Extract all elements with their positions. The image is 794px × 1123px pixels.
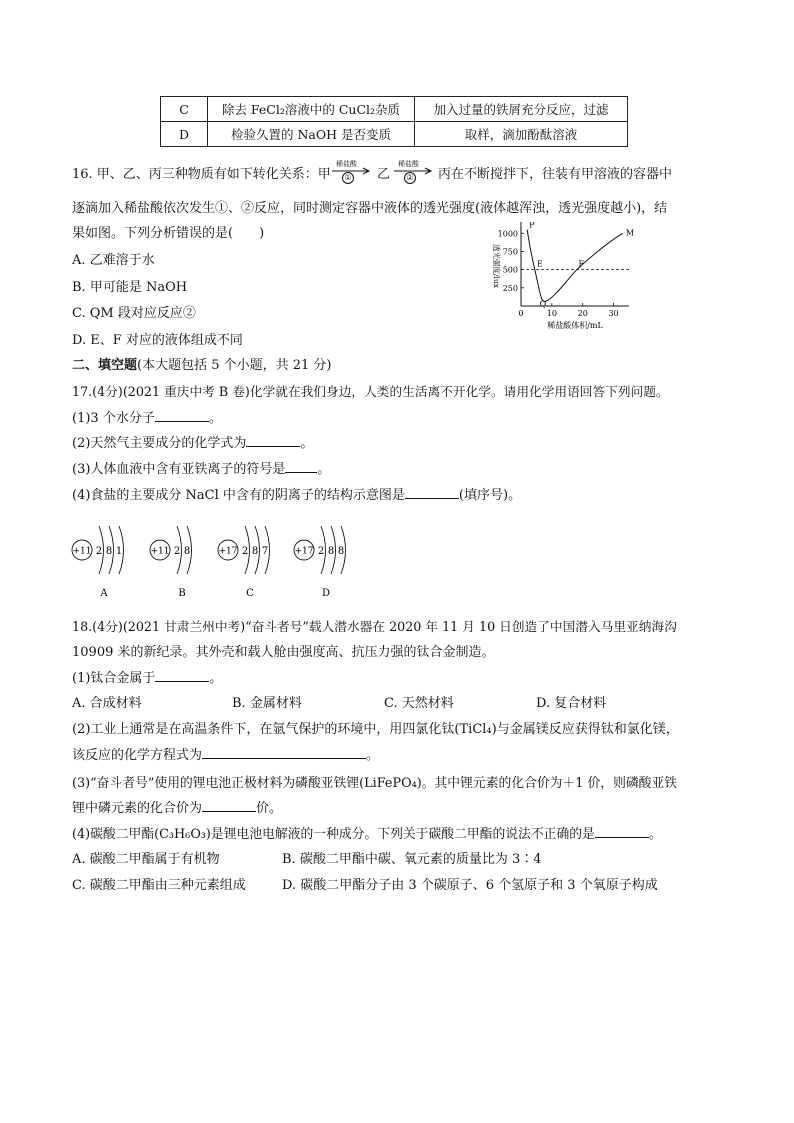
electron-count: 7: [261, 546, 269, 557]
q16-stem-a: 16. 甲、乙、丙三种物质有如下转化关系：甲: [72, 167, 331, 182]
row-id: C: [161, 97, 208, 122]
options-table: [160, 96, 628, 147]
electron-count: 8: [105, 546, 113, 557]
y-tick-label: 750: [502, 247, 518, 257]
q16-option-c: C. QM 段对应反应②: [72, 306, 196, 321]
nucleus-charge: +11: [72, 546, 92, 557]
q18-p4: (4)碳酸二甲酯(C₃H₆O₃)是锂电池电解液的一种成分。下列关于碳酸二甲酯的说法不正确的是 。: [72, 827, 662, 842]
section-heading: [72, 354, 332, 373]
q16-stem-b: 丙在不断搅拌下，往装有甲溶液的容器中: [438, 167, 673, 182]
electron-count: 2: [95, 546, 103, 557]
q18-p3b: 锂中磷元素的化合价为 价。: [72, 801, 283, 816]
nucleus-charge: +17: [294, 546, 314, 557]
q18-p2a: (2)工业上通常是在高温条件下，在氩气保护的环境中，用四氯化钛(TiCl₄)与金属镁反应获得钛和氯化镁，: [72, 722, 679, 737]
q16-option-a: A. 乙难溶于水: [72, 253, 155, 268]
table-row: [161, 122, 628, 147]
nucleus-charge: +11: [150, 546, 170, 557]
q18-p4-option: D. 碳酸二甲酯分子由 3 个碳原子、6 个氢原子和 3 个氧原子构成: [282, 878, 658, 893]
q18-p1-option: C. 天然材料: [384, 696, 454, 711]
answer-blank[interactable]: [202, 758, 366, 759]
point-label-p: P: [529, 222, 535, 230]
row-id: D: [161, 122, 208, 147]
q18-p2b: 该反应的化学方程式为 。: [72, 748, 380, 763]
step-2-marker: ②: [404, 172, 416, 184]
x-tick-label: 0: [518, 309, 524, 318]
section-title: 二、填空题: [72, 358, 138, 373]
point-label-e: E: [536, 259, 543, 269]
point-label-f: F: [578, 259, 585, 269]
section-note: (本大题包括 5 个小题，共 21 分): [137, 358, 332, 373]
x-tick-label: 10: [546, 309, 557, 318]
q16-line2: 逐滴加入稀盐酸依次发生①、②反应，同时测定容器中液体的透光强度(液体越浑浊，透光强度越小)，结: [72, 201, 668, 216]
q16-option-d: D. E、F 对应的液体组成不同: [72, 333, 243, 348]
electron-count: 2: [317, 546, 325, 557]
q17-item: (3)人体血液中含有亚铁离子的符号是 。: [72, 462, 331, 477]
answer-blank[interactable]: [285, 472, 317, 473]
option-label: B: [178, 588, 186, 599]
q17-title: 17.(4分)(2021 重庆中考 B 卷)化学就在我们身边，人类的生活离不开化学。请用化学用语回答下列问题。: [72, 384, 669, 399]
x-tick-label: 30: [608, 309, 619, 318]
answer-blank[interactable]: [202, 811, 256, 812]
nucleus-charge: +17: [218, 546, 238, 557]
y-tick-label: 250: [502, 283, 518, 293]
transmittance-chart: [485, 222, 635, 334]
y-axis-label: 透光强度/lux: [492, 244, 501, 288]
option-label: A: [100, 588, 108, 599]
q18-p1-option: A. 合成材料: [72, 696, 142, 711]
electron-count: 8: [327, 546, 335, 557]
q16-option-b: B. 甲可能是 NaOH: [72, 280, 188, 295]
arrow-label-2: 稀盐酸: [398, 160, 419, 168]
electron-count: 8: [251, 546, 259, 557]
electron-count: 8: [183, 546, 191, 557]
step-1-marker: ①: [342, 172, 354, 184]
atom-structure-diagrams: [70, 512, 370, 604]
answer-blank[interactable]: [155, 681, 209, 682]
answer-blank[interactable]: [405, 498, 459, 499]
electron-count: 8: [337, 546, 345, 557]
y-tick-label: 500: [502, 265, 518, 275]
q18-p1-option: D. 复合材料: [536, 696, 607, 711]
row-method: 加入过量的铁屑充分反应，过滤: [415, 97, 628, 122]
q18-p1-option: B. 金属材料: [232, 696, 302, 711]
q18-line1: 18.(4分)(2021 甘肃兰州中考)“奋斗者号”载人潜水器在 2020 年 11 月 10 日创造了中国潜入马里亚纳海沟: [72, 619, 677, 634]
electron-count: 2: [241, 546, 249, 557]
q18-p4-option: C. 碳酸二甲酯由三种元素组成: [72, 878, 246, 893]
answer-blank[interactable]: [155, 421, 209, 422]
point-label-m: M: [625, 228, 635, 238]
x-tick-label: 20: [577, 309, 588, 318]
arrow-label-1: 稀盐酸: [336, 160, 357, 168]
row-method: 取样，滴加酚酞溶液: [415, 122, 628, 147]
q18-p4-option: B. 碳酸二甲酯中碳、氧元素的质量比为 3∶4: [282, 852, 542, 867]
row-purpose: 检验久置的 NaOH 是否变质: [208, 122, 415, 147]
row-purpose: 除去 FeCl₂溶液中的 CuCl₂杂质: [208, 97, 415, 122]
x-axis-label: 稀盐酸体积/mL: [547, 321, 603, 330]
q18-line2: 10909 米的新纪录。其外壳和载人舱由强度高、抗压力强的钛合金制造。: [72, 645, 495, 660]
q18-p1: (1)钛合金属于 。: [72, 671, 223, 686]
q18-p4-option: A. 碳酸二甲酯属于有机物: [72, 852, 220, 867]
answer-blank[interactable]: [595, 837, 649, 838]
q16-mid: 乙: [377, 167, 391, 182]
option-label: C: [246, 588, 254, 599]
point-label-q: Q: [539, 299, 547, 309]
option-label: D: [321, 588, 331, 599]
q17-item: (4)食盐的主要成分 NaCl 中含有的阴离子的结构示意图是 (填序号)。: [72, 488, 522, 503]
q16-line3: 果如图。下列分析错误的是( ): [72, 226, 265, 241]
q17-item: (2)天然气主要成分的化学式为 。: [72, 436, 314, 451]
electron-count: 1: [115, 546, 123, 557]
q17-item: (1)3 个水分子 。: [72, 411, 222, 426]
y-tick-label: 1000: [497, 229, 518, 239]
answer-blank[interactable]: [246, 446, 300, 447]
q18-p3a: (3)“奋斗者号”使用的锂电池正极材料为磷酸亚铁锂(LiFePO₄)。其中锂元素的化合价为＋1 价，则磷酸亚铁: [72, 776, 678, 791]
electron-count: 2: [173, 546, 181, 557]
table-row: [161, 97, 628, 122]
